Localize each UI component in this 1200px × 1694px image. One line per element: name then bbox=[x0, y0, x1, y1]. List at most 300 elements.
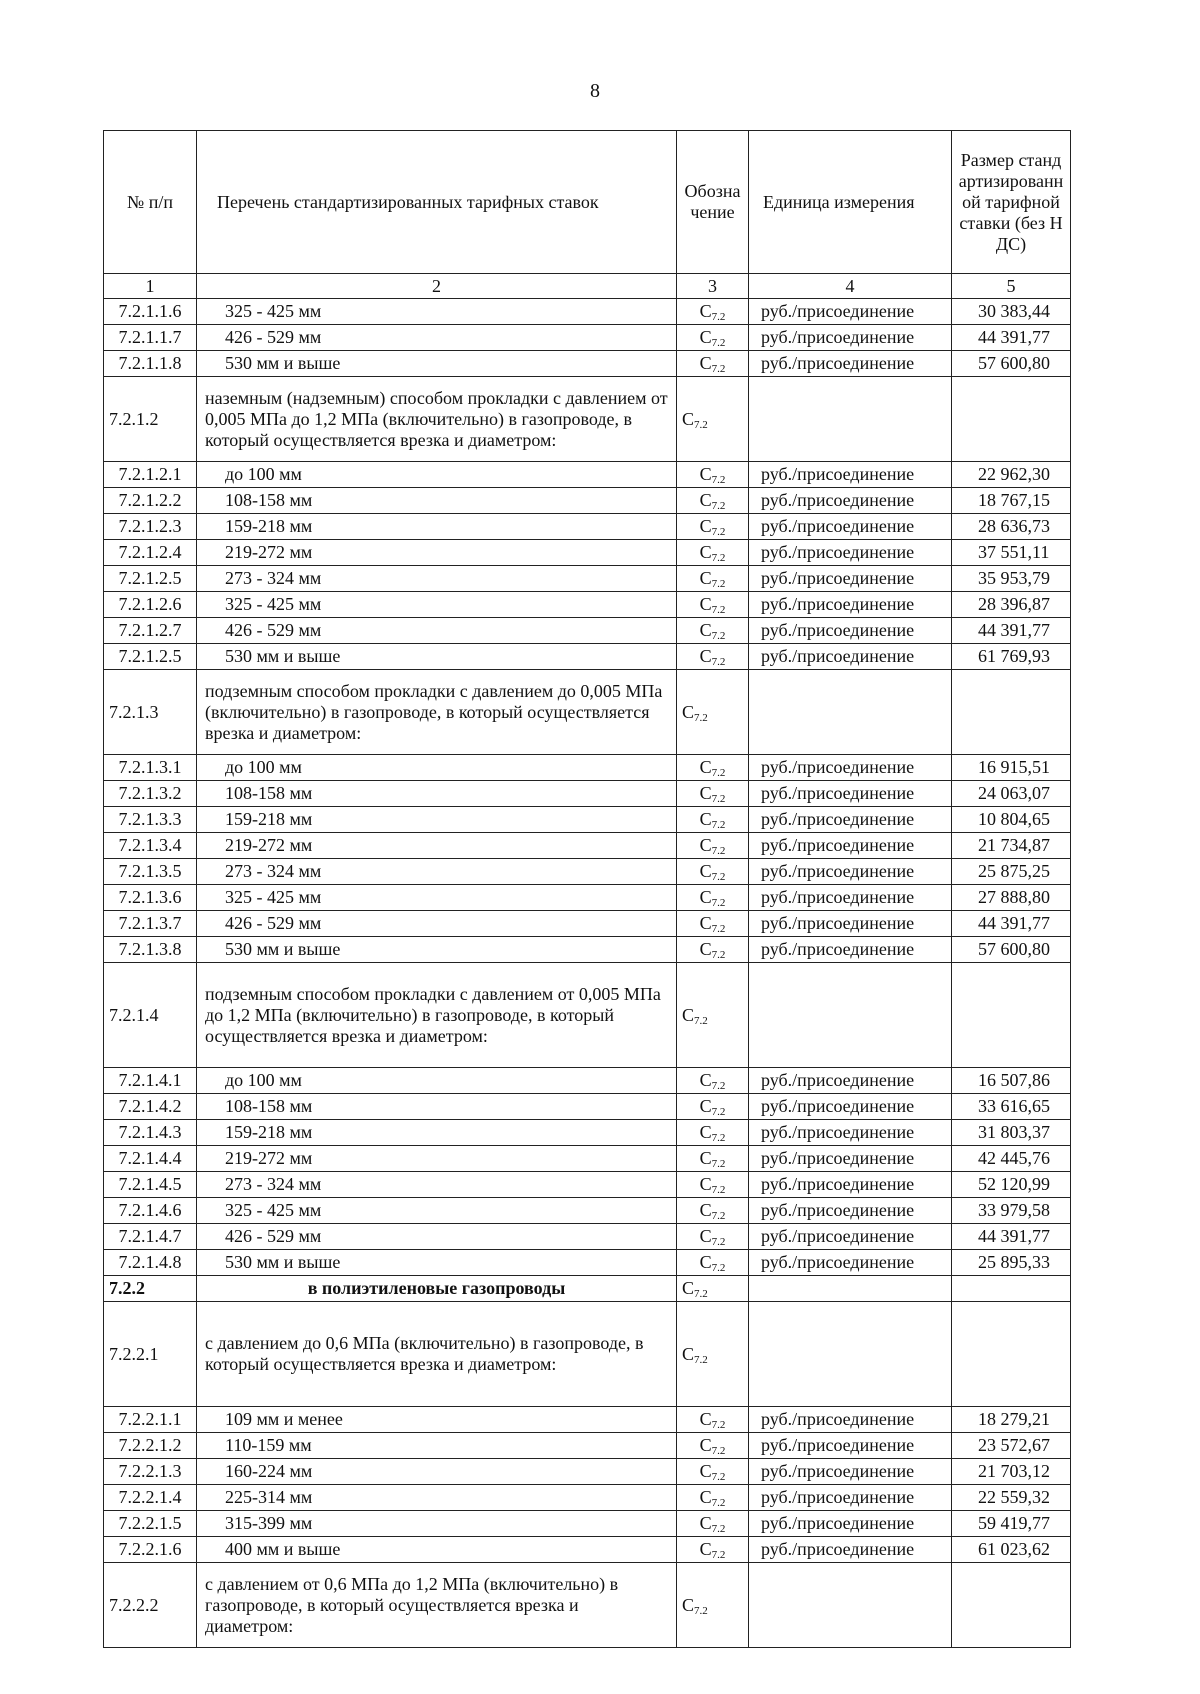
column-number: 5 bbox=[952, 274, 1071, 299]
row-unit: руб./присоединение bbox=[749, 1094, 952, 1120]
row-price bbox=[952, 670, 1071, 755]
row-name: подземным способом прокладки с давлением до 0,005 МПа (включительно) в газопроводе, в который осуществляется врезка и диаметром: bbox=[197, 670, 677, 755]
row-name: 219-272 мм bbox=[197, 540, 677, 566]
row-unit: руб./присоединение bbox=[749, 1146, 952, 1172]
row-designation bbox=[677, 1068, 749, 1094]
row-name: 219-272 мм bbox=[197, 1146, 677, 1172]
table-section-row bbox=[104, 377, 1071, 462]
row-name: 219-272 мм bbox=[197, 833, 677, 859]
row-price: 44 391,77 bbox=[952, 618, 1071, 644]
designation-base: C bbox=[699, 887, 712, 907]
table-section-row bbox=[104, 963, 1071, 1068]
row-price: 42 445,76 bbox=[952, 1146, 1071, 1172]
row-designation bbox=[677, 1459, 749, 1485]
designation-subscript: 7.2 bbox=[711, 871, 726, 883]
designation-base: C bbox=[682, 1004, 695, 1025]
row-designation bbox=[677, 755, 749, 781]
designation-base: C bbox=[699, 1096, 712, 1116]
designation-subscript: 7.2 bbox=[711, 1419, 726, 1431]
row-code: 7.2.2.2 bbox=[104, 1563, 197, 1648]
row-name: 530 мм и выше bbox=[197, 1250, 677, 1276]
row-name: 426 - 529 мм bbox=[197, 1224, 677, 1250]
row-price: 31 803,37 bbox=[952, 1120, 1071, 1146]
designation-base: C bbox=[699, 1200, 712, 1220]
table-row bbox=[104, 1198, 1071, 1224]
table-row bbox=[104, 644, 1071, 670]
row-designation bbox=[677, 1433, 749, 1459]
designation-base: C bbox=[699, 1487, 712, 1507]
designation-subscript: 7.2 bbox=[711, 363, 726, 375]
row-name: подземным способом прокладки с давлением от 0,005 МПа до 1,2 МПа (включительно) в газопроводе, в который осуществляется врезка и диаметром: bbox=[197, 963, 677, 1068]
row-price: 22 559,32 bbox=[952, 1485, 1071, 1511]
table-row bbox=[104, 1537, 1071, 1563]
table-row bbox=[104, 1511, 1071, 1537]
row-name: до 100 мм bbox=[197, 462, 677, 488]
row-unit bbox=[749, 1302, 952, 1407]
designation-base: C bbox=[699, 301, 712, 321]
row-designation bbox=[677, 937, 749, 963]
tariff-table bbox=[103, 130, 1071, 1648]
table-row bbox=[104, 755, 1071, 781]
table-row bbox=[104, 1094, 1071, 1120]
row-code: 7.2.1.2.6 bbox=[104, 592, 197, 618]
row-designation bbox=[677, 462, 749, 488]
column-number: 3 bbox=[677, 274, 749, 299]
row-unit: руб./присоединение bbox=[749, 325, 952, 351]
row-designation bbox=[677, 1094, 749, 1120]
designation-subscript: 7.2 bbox=[711, 630, 726, 642]
row-code: 7.2.1.4 bbox=[104, 963, 197, 1068]
row-unit bbox=[749, 670, 952, 755]
row-unit: руб./присоединение bbox=[749, 644, 952, 670]
designation-base: C bbox=[699, 516, 712, 536]
designation-subscript: 7.2 bbox=[711, 1523, 726, 1535]
designation-subscript: 7.2 bbox=[711, 656, 726, 668]
designation-base: C bbox=[699, 1070, 712, 1090]
designation-subscript: 7.2 bbox=[711, 767, 726, 779]
row-price: 25 875,25 bbox=[952, 859, 1071, 885]
row-price: 28 636,73 bbox=[952, 514, 1071, 540]
designation-base: C bbox=[699, 1252, 712, 1272]
row-designation bbox=[677, 566, 749, 592]
row-designation bbox=[677, 644, 749, 670]
table-section-row bbox=[104, 670, 1071, 755]
designation-base: C bbox=[699, 646, 712, 666]
row-unit: руб./присоединение bbox=[749, 1537, 952, 1563]
designation-subscript: 7.2 bbox=[694, 1353, 708, 1366]
row-unit bbox=[749, 1276, 952, 1302]
table-section-row bbox=[104, 1563, 1071, 1648]
row-name: 273 - 324 мм bbox=[197, 566, 677, 592]
designation-base: C bbox=[699, 327, 712, 347]
row-name: 325 - 425 мм bbox=[197, 299, 677, 325]
row-name: 225-314 мм bbox=[197, 1485, 677, 1511]
designation-base: C bbox=[699, 1539, 712, 1559]
row-unit: руб./присоединение bbox=[749, 1433, 952, 1459]
row-designation bbox=[677, 1302, 749, 1407]
row-designation bbox=[677, 299, 749, 325]
designation-base: C bbox=[699, 568, 712, 588]
designation-base: C bbox=[682, 1343, 695, 1364]
row-name: с давлением от 0,6 МПа до 1,2 МПа (включительно) в газопроводе, в который осуществляется врезка и диаметром: bbox=[197, 1563, 677, 1648]
designation-subscript: 7.2 bbox=[711, 604, 726, 616]
row-unit: руб./присоединение bbox=[749, 911, 952, 937]
row-price: 22 962,30 bbox=[952, 462, 1071, 488]
row-price: 52 120,99 bbox=[952, 1172, 1071, 1198]
column-number: 1 bbox=[104, 274, 197, 299]
row-unit: руб./присоединение bbox=[749, 1068, 952, 1094]
row-unit: руб./присоединение bbox=[749, 592, 952, 618]
row-designation bbox=[677, 1511, 749, 1537]
designation-base: C bbox=[699, 835, 712, 855]
row-designation bbox=[677, 781, 749, 807]
designation-base: C bbox=[699, 542, 712, 562]
row-unit: руб./присоединение bbox=[749, 1120, 952, 1146]
row-price: 16 915,51 bbox=[952, 755, 1071, 781]
row-price: 61 769,93 bbox=[952, 644, 1071, 670]
row-name: 160-224 мм bbox=[197, 1459, 677, 1485]
designation-base: C bbox=[699, 464, 712, 484]
designation-subscript: 7.2 bbox=[711, 819, 726, 831]
row-name: 159-218 мм bbox=[197, 807, 677, 833]
row-designation bbox=[677, 963, 749, 1068]
designation-subscript: 7.2 bbox=[694, 1014, 708, 1027]
row-name: 109 мм и менее bbox=[197, 1407, 677, 1433]
row-name: 108-158 мм bbox=[197, 781, 677, 807]
row-unit: руб./присоединение bbox=[749, 540, 952, 566]
row-name: 108-158 мм bbox=[197, 1094, 677, 1120]
table-row bbox=[104, 1433, 1071, 1459]
designation-base: C bbox=[699, 1435, 712, 1455]
designation-subscript: 7.2 bbox=[694, 1288, 708, 1300]
row-name: до 100 мм bbox=[197, 1068, 677, 1094]
row-designation bbox=[677, 377, 749, 462]
designation-subscript: 7.2 bbox=[711, 793, 726, 805]
table-row bbox=[104, 1250, 1071, 1276]
row-code: 7.2.2.1.1 bbox=[104, 1407, 197, 1433]
row-designation bbox=[677, 1172, 749, 1198]
designation-base: C bbox=[699, 1148, 712, 1168]
row-price: 44 391,77 bbox=[952, 325, 1071, 351]
table-row bbox=[104, 1068, 1071, 1094]
row-code: 7.2.1.4.2 bbox=[104, 1094, 197, 1120]
row-code: 7.2.1.2.5 bbox=[104, 644, 197, 670]
row-code: 7.2.1.3.4 bbox=[104, 833, 197, 859]
designation-subscript: 7.2 bbox=[711, 923, 726, 935]
row-name: в полиэтиленовые газопроводы bbox=[197, 1276, 677, 1302]
designation-base: C bbox=[699, 783, 712, 803]
row-unit: руб./присоединение bbox=[749, 462, 952, 488]
row-code: 7.2.1.4.3 bbox=[104, 1120, 197, 1146]
row-unit: руб./присоединение bbox=[749, 1459, 952, 1485]
row-designation bbox=[677, 1407, 749, 1433]
table-row bbox=[104, 1120, 1071, 1146]
designation-subscript: 7.2 bbox=[711, 1210, 726, 1222]
row-name: 273 - 324 мм bbox=[197, 859, 677, 885]
table-row bbox=[104, 299, 1071, 325]
table-row bbox=[104, 325, 1071, 351]
row-unit: руб./присоединение bbox=[749, 1172, 952, 1198]
row-code: 7.2.2.1.5 bbox=[104, 1511, 197, 1537]
row-name: с давлением до 0,6 МПа (включительно) в газопроводе, в который осуществляется врезка и диаметром: bbox=[197, 1302, 677, 1407]
table-row bbox=[104, 1172, 1071, 1198]
row-code: 7.2.1.2.7 bbox=[104, 618, 197, 644]
row-unit: руб./присоединение bbox=[749, 781, 952, 807]
row-unit: руб./присоединение bbox=[749, 299, 952, 325]
header-name: Перечень стандартизированных тарифных ставок bbox=[197, 131, 677, 274]
row-price: 27 888,80 bbox=[952, 885, 1071, 911]
table-header-row bbox=[104, 131, 1071, 274]
row-code: 7.2.1.3.8 bbox=[104, 937, 197, 963]
designation-subscript: 7.2 bbox=[694, 1604, 708, 1617]
row-price bbox=[952, 1302, 1071, 1407]
row-code: 7.2.1.3.3 bbox=[104, 807, 197, 833]
row-price: 28 396,87 bbox=[952, 592, 1071, 618]
row-unit: руб./присоединение bbox=[749, 1198, 952, 1224]
designation-base: C bbox=[699, 1174, 712, 1194]
table-row bbox=[104, 462, 1071, 488]
row-price: 21 703,12 bbox=[952, 1459, 1071, 1485]
row-unit bbox=[749, 963, 952, 1068]
designation-base: C bbox=[699, 620, 712, 640]
row-unit: руб./присоединение bbox=[749, 1485, 952, 1511]
designation-subscript: 7.2 bbox=[711, 500, 726, 512]
header-num: № п/п bbox=[104, 131, 197, 274]
row-designation bbox=[677, 351, 749, 377]
column-number: 4 bbox=[749, 274, 952, 299]
row-unit: руб./присоединение bbox=[749, 885, 952, 911]
row-code: 7.2.1.3.6 bbox=[104, 885, 197, 911]
table-row bbox=[104, 351, 1071, 377]
row-designation bbox=[677, 514, 749, 540]
row-price: 37 551,11 bbox=[952, 540, 1071, 566]
table-row bbox=[104, 1485, 1071, 1511]
row-unit: руб./присоединение bbox=[749, 1407, 952, 1433]
row-price bbox=[952, 1563, 1071, 1648]
row-code: 7.2.2.1 bbox=[104, 1302, 197, 1407]
row-code: 7.2.1.4.8 bbox=[104, 1250, 197, 1276]
designation-base: C bbox=[699, 1461, 712, 1481]
row-code: 7.2.2 bbox=[104, 1276, 197, 1302]
row-price: 61 023,62 bbox=[952, 1537, 1071, 1563]
designation-base: C bbox=[699, 809, 712, 829]
row-price: 25 895,33 bbox=[952, 1250, 1071, 1276]
row-designation bbox=[677, 1224, 749, 1250]
row-price bbox=[952, 963, 1071, 1068]
designation-subscript: 7.2 bbox=[711, 526, 726, 538]
table-row bbox=[104, 592, 1071, 618]
row-code: 7.2.1.2.2 bbox=[104, 488, 197, 514]
designation-base: C bbox=[699, 594, 712, 614]
table-row bbox=[104, 937, 1071, 963]
row-unit bbox=[749, 1563, 952, 1648]
designation-subscript: 7.2 bbox=[711, 1236, 726, 1248]
row-name: 273 - 324 мм bbox=[197, 1172, 677, 1198]
row-price bbox=[952, 1276, 1071, 1302]
designation-base: C bbox=[682, 408, 695, 429]
table-row bbox=[104, 1224, 1071, 1250]
row-designation bbox=[677, 592, 749, 618]
table-row bbox=[104, 514, 1071, 540]
row-price: 18 279,21 bbox=[952, 1407, 1071, 1433]
designation-subscript: 7.2 bbox=[711, 897, 726, 909]
row-price: 21 734,87 bbox=[952, 833, 1071, 859]
designation-subscript: 7.2 bbox=[711, 1445, 726, 1457]
designation-base: C bbox=[699, 1226, 712, 1246]
row-name: 426 - 529 мм bbox=[197, 325, 677, 351]
row-price: 33 616,65 bbox=[952, 1094, 1071, 1120]
row-designation bbox=[677, 670, 749, 755]
designation-subscript: 7.2 bbox=[711, 845, 726, 857]
row-name: 400 мм и выше bbox=[197, 1537, 677, 1563]
row-name: до 100 мм bbox=[197, 755, 677, 781]
table-row bbox=[104, 566, 1071, 592]
row-price: 44 391,77 bbox=[952, 911, 1071, 937]
row-designation bbox=[677, 885, 749, 911]
table-row bbox=[104, 911, 1071, 937]
row-designation bbox=[677, 807, 749, 833]
row-unit bbox=[749, 377, 952, 462]
row-code: 7.2.1.1.6 bbox=[104, 299, 197, 325]
row-name: 530 мм и выше bbox=[197, 937, 677, 963]
row-unit: руб./присоединение bbox=[749, 833, 952, 859]
row-code: 7.2.1.4.4 bbox=[104, 1146, 197, 1172]
row-code: 7.2.1.4.5 bbox=[104, 1172, 197, 1198]
row-unit: руб./присоединение bbox=[749, 1224, 952, 1250]
row-unit: руб./присоединение bbox=[749, 859, 952, 885]
column-number-row bbox=[104, 274, 1071, 299]
designation-base: C bbox=[682, 701, 695, 722]
row-price: 57 600,80 bbox=[952, 937, 1071, 963]
row-designation bbox=[677, 488, 749, 514]
row-price bbox=[952, 377, 1071, 462]
row-code: 7.2.1.2.1 bbox=[104, 462, 197, 488]
designation-base: C bbox=[699, 757, 712, 777]
row-designation bbox=[677, 325, 749, 351]
row-code: 7.2.2.1.2 bbox=[104, 1433, 197, 1459]
row-code: 7.2.1.3.5 bbox=[104, 859, 197, 885]
header-designation: Обозначение bbox=[677, 131, 749, 274]
designation-base: C bbox=[682, 1278, 695, 1298]
row-designation bbox=[677, 1537, 749, 1563]
row-unit: руб./присоединение bbox=[749, 514, 952, 540]
row-code: 7.2.1.3.2 bbox=[104, 781, 197, 807]
designation-subscript: 7.2 bbox=[694, 418, 708, 431]
row-name: 530 мм и выше bbox=[197, 351, 677, 377]
row-code: 7.2.1.2.5 bbox=[104, 566, 197, 592]
designation-subscript: 7.2 bbox=[711, 1471, 726, 1483]
row-code: 7.2.1.4.7 bbox=[104, 1224, 197, 1250]
row-code: 7.2.1.4.6 bbox=[104, 1198, 197, 1224]
designation-subscript: 7.2 bbox=[711, 1184, 726, 1196]
row-designation bbox=[677, 540, 749, 566]
row-price: 57 600,80 bbox=[952, 351, 1071, 377]
row-price: 30 383,44 bbox=[952, 299, 1071, 325]
designation-subscript: 7.2 bbox=[711, 1106, 726, 1118]
designation-subscript: 7.2 bbox=[711, 578, 726, 590]
designation-base: C bbox=[699, 1122, 712, 1142]
row-price: 33 979,58 bbox=[952, 1198, 1071, 1224]
row-code: 7.2.1.2.4 bbox=[104, 540, 197, 566]
row-unit: руб./присоединение bbox=[749, 566, 952, 592]
designation-base: C bbox=[699, 913, 712, 933]
designation-subscript: 7.2 bbox=[711, 1497, 726, 1509]
row-name: 315-399 мм bbox=[197, 1511, 677, 1537]
row-price: 35 953,79 bbox=[952, 566, 1071, 592]
designation-subscript: 7.2 bbox=[711, 1262, 726, 1274]
row-name: 325 - 425 мм bbox=[197, 885, 677, 911]
designation-subscript: 7.2 bbox=[711, 1158, 726, 1170]
row-code: 7.2.1.3.7 bbox=[104, 911, 197, 937]
row-unit: руб./присоединение bbox=[749, 488, 952, 514]
row-name: 530 мм и выше bbox=[197, 644, 677, 670]
row-name: наземным (надземным) способом прокладки с давлением от 0,005 МПа до 1,2 МПа (включительно) в газопроводе, в который осуществляется врезка и диаметром: bbox=[197, 377, 677, 462]
row-unit: руб./присоединение bbox=[749, 618, 952, 644]
row-name: 159-218 мм bbox=[197, 1120, 677, 1146]
designation-subscript: 7.2 bbox=[711, 474, 726, 486]
designation-subscript: 7.2 bbox=[711, 1080, 726, 1092]
row-designation bbox=[677, 1276, 749, 1302]
row-unit: руб./присоединение bbox=[749, 755, 952, 781]
table-row bbox=[104, 540, 1071, 566]
row-price: 24 063,07 bbox=[952, 781, 1071, 807]
row-price: 10 804,65 bbox=[952, 807, 1071, 833]
row-price: 44 391,77 bbox=[952, 1224, 1071, 1250]
row-name: 108-158 мм bbox=[197, 488, 677, 514]
row-code: 7.2.1.1.8 bbox=[104, 351, 197, 377]
row-price: 59 419,77 bbox=[952, 1511, 1071, 1537]
row-designation bbox=[677, 1250, 749, 1276]
row-designation bbox=[677, 859, 749, 885]
row-designation bbox=[677, 1120, 749, 1146]
designation-base: C bbox=[699, 1409, 712, 1429]
row-designation bbox=[677, 911, 749, 937]
table-row bbox=[104, 833, 1071, 859]
row-code: 7.2.1.4.1 bbox=[104, 1068, 197, 1094]
row-designation bbox=[677, 1485, 749, 1511]
designation-subscript: 7.2 bbox=[711, 1132, 726, 1144]
row-name: 110-159 мм bbox=[197, 1433, 677, 1459]
row-price: 16 507,86 bbox=[952, 1068, 1071, 1094]
designation-subscript: 7.2 bbox=[711, 311, 726, 323]
row-unit: руб./присоединение bbox=[749, 1250, 952, 1276]
table-row bbox=[104, 618, 1071, 644]
designation-subscript: 7.2 bbox=[711, 1549, 726, 1561]
row-price: 18 767,15 bbox=[952, 488, 1071, 514]
row-designation bbox=[677, 833, 749, 859]
table-row bbox=[104, 885, 1071, 911]
table-row bbox=[104, 1146, 1071, 1172]
row-designation bbox=[677, 1146, 749, 1172]
row-name: 426 - 529 мм bbox=[197, 618, 677, 644]
row-code: 7.2.1.2.3 bbox=[104, 514, 197, 540]
row-code: 7.2.2.1.6 bbox=[104, 1537, 197, 1563]
row-name: 325 - 425 мм bbox=[197, 592, 677, 618]
designation-subscript: 7.2 bbox=[711, 337, 726, 349]
table-row bbox=[104, 488, 1071, 514]
header-size: Размер стандартизированной тарифной ставки (без НДС) bbox=[952, 131, 1071, 274]
designation-subscript: 7.2 bbox=[711, 949, 726, 961]
column-number: 2 bbox=[197, 274, 677, 299]
table-group-row bbox=[104, 1276, 1071, 1302]
row-name: 325 - 425 мм bbox=[197, 1198, 677, 1224]
row-unit: руб./присоединение bbox=[749, 351, 952, 377]
page-number: 8 bbox=[590, 80, 600, 102]
designation-base: C bbox=[699, 861, 712, 881]
designation-base: C bbox=[699, 353, 712, 373]
designation-base: C bbox=[699, 1513, 712, 1533]
row-unit: руб./присоединение bbox=[749, 937, 952, 963]
